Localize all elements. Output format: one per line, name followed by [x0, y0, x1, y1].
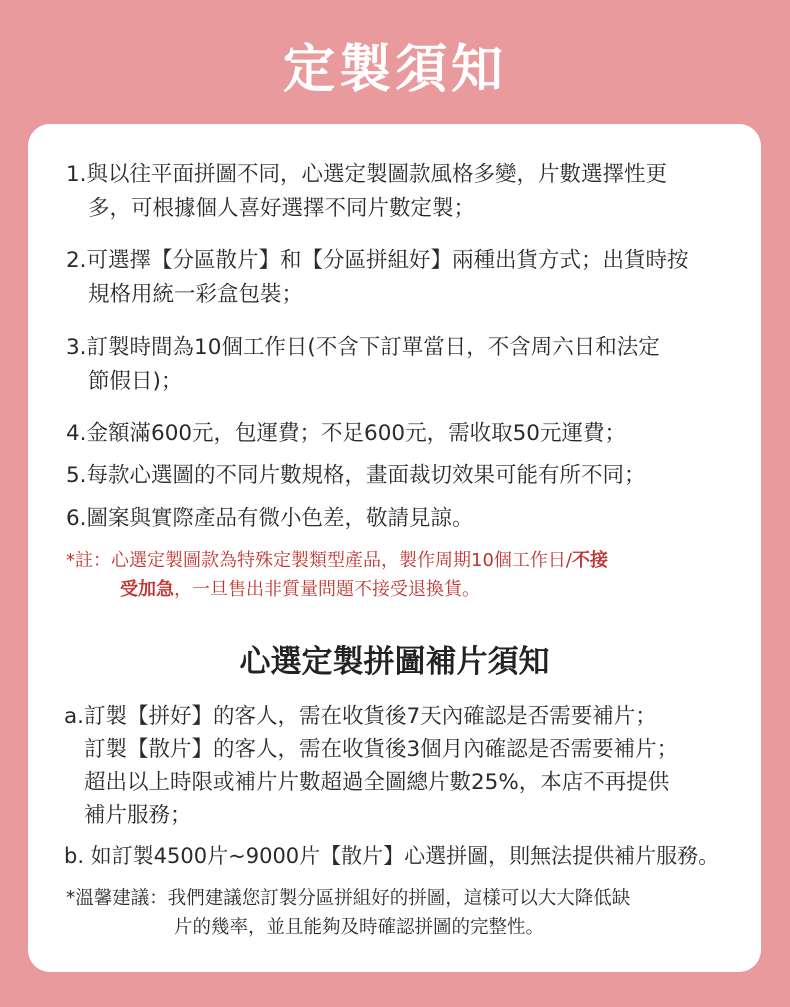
supplement-item-a	[64, 700, 761, 832]
notice-item-6-line-1: 6.圖案與實際產品有微小色差，敬請見諒。	[66, 506, 474, 531]
notice-card	[28, 124, 761, 972]
supplement-tip-line-2: 片的幾率，並且能夠及時確認拼圖的完整性。	[174, 917, 545, 938]
notice-item-2-line-2: 規格用統一彩盒包裝；	[88, 282, 304, 307]
notice-item-1-line-2: 多，可根據個人喜好選擇不同片數定製；	[88, 196, 476, 221]
notice-item-2-line-1: 2.可選擇【分區散片】和【分區拼組好】兩種出貨方式；出貨時按	[66, 248, 689, 273]
supplement-a-line-1: a.訂製【拼好】的客人，需在收貨後7天內確認是否需要補片；	[64, 704, 657, 729]
notice-remark-line-2	[66, 575, 756, 604]
notice-item-6	[66, 502, 756, 536]
notice-item-4	[66, 417, 756, 451]
notice-remark-bold-1: 不接	[571, 550, 608, 571]
notice-item-3-line-1: 3.訂製時間為10個工作日(不含下訂單當日，不含周六日和法定	[66, 335, 660, 360]
supplement-a-line-4: 補片服務；	[84, 803, 192, 828]
notice-item-2	[66, 244, 756, 312]
notice-item-5	[66, 459, 756, 493]
notice-item-1	[66, 158, 756, 226]
notice-remark-bold-2: 受加急	[120, 579, 174, 600]
notice-item-4-line-1: 4.金額滿600元，包運費；不足600元，需收取50元運費；	[66, 421, 626, 446]
supplement-tip-line-1: *溫馨建議：我們建議您訂製分區拼組好的拼圖，這樣可以大大降低缺	[66, 888, 631, 909]
supplement-tip	[66, 884, 756, 942]
notice-item-1-line-1: 1.與以往平面拼圖不同，心選定製圖款風格多變，片數選擇性更	[66, 162, 668, 187]
page-title: 定製須知	[282, 40, 507, 100]
supplement-a-line-2: 訂製【散片】的客人，需在收貨後3個月內確認是否需要補片；	[84, 737, 679, 762]
notice-remark-rest: ，一旦售出非質量問題不接受退換貨。	[174, 579, 480, 600]
notice-item-3-line-2: 節假日)；	[88, 369, 183, 394]
notice-remark-line-1: *註：心選定製圖款為特殊定製類型產品，製作周期10個工作日/	[66, 550, 572, 571]
supplement-a-line-3: 超出以上時限或補片片數超過全圖總片數25%，本店不再提供	[84, 770, 670, 795]
notice-remark	[66, 546, 756, 604]
supplement-title: 心選定製拼圖補片須知	[239, 644, 550, 680]
supplement-item-b	[64, 840, 761, 873]
notice-item-5-line-1: 5.每款心選圖的不同片數規格，畫面裁切效果可能有所不同；	[66, 463, 646, 488]
supplement-b-line: b. 如訂製4500片~9000片【散片】心選拼圖，則無法提供補片服務。	[64, 844, 720, 868]
notice-item-3	[66, 331, 756, 399]
